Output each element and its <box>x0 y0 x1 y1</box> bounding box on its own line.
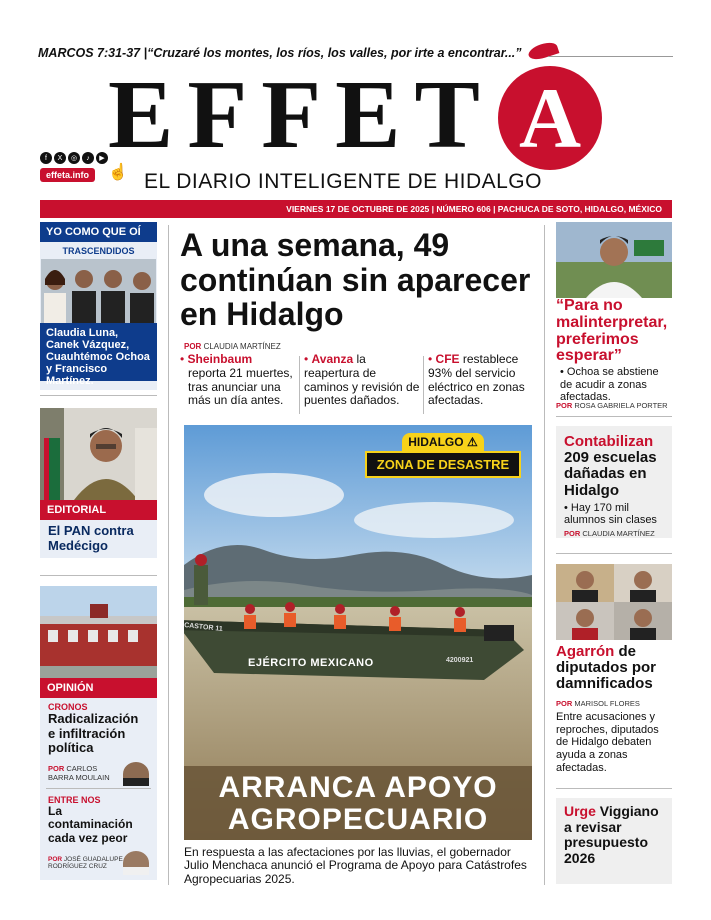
schools-red-word: Contabilizan <box>564 433 654 450</box>
columnist-avatar <box>123 851 149 875</box>
divider <box>556 416 672 417</box>
opinion-byline: POR JOSÉ GUADALUPE RODRÍGUEZ CRUZ <box>48 855 123 870</box>
verse-line <box>38 46 522 60</box>
photo-headline: ARRANCA APOYO AGROPECUARIO <box>184 766 532 840</box>
flood-boat-photo[interactable] <box>184 425 532 840</box>
opinion-item[interactable] <box>40 791 157 875</box>
divider <box>40 395 157 396</box>
brief-text: la reapertura de caminos y revisión de puentes dañados. <box>304 352 420 408</box>
opinion-item[interactable] <box>40 698 157 786</box>
opinion-label: OPINIÓN <box>40 678 157 698</box>
schools-byline: POR CLAUDIA MARTÍNEZ <box>564 529 655 539</box>
lead-paragraph: En respuesta a las afectaciones por las lluvias, el gobernador Julio Menchaca anunció el Programa de Apoyo para Catástrofes Agropecuarias 2025. <box>184 845 527 886</box>
editorial-headline: El PAN contra Medécigo <box>48 523 134 553</box>
masthead-accent-circle <box>498 66 602 170</box>
deputies-collage-photo[interactable] <box>556 564 672 640</box>
brief-text: restablece 93% del servicio eléctrico en zonas afectadas. <box>428 352 525 408</box>
disaster-badge <box>365 433 521 478</box>
deputies-headline[interactable]: Agarrón de diputados por damnificados <box>556 643 656 693</box>
brief-bullet: • <box>304 352 309 366</box>
editorial-photo <box>40 408 157 500</box>
brief-bullet: • <box>428 352 433 366</box>
schools-bullet: • Hay 170 mil alumnos sin clases <box>564 501 657 527</box>
dateline-bar: VIERNES 17 DE OCTUBRE DE 2025 | NÚMERO 606 | PACHUCA DE SOTO, HIDALGO, MÉXICO <box>40 200 672 218</box>
divider <box>46 788 151 789</box>
opinion-headline: Radicalización e infiltración política <box>48 711 139 756</box>
warning-icon: ⚠ <box>466 435 478 449</box>
deputies-byline: POR MARISOL FLORES <box>556 699 640 708</box>
badge-bottom: ZONA DE DESASTRE <box>365 451 521 478</box>
site-link[interactable]: effeta.info <box>40 168 95 182</box>
opinion-section: CRONOS <box>48 702 88 712</box>
header-rule <box>548 56 673 57</box>
schools-box[interactable] <box>556 426 672 538</box>
boat-label: EJÉRCITO MEXICANO <box>248 657 374 669</box>
main-byline: POR CLAUDIA MARTÍNEZ <box>184 342 281 351</box>
opinion-headline: La contaminación cada vez peor <box>48 803 133 845</box>
brief-rule <box>299 356 300 414</box>
divider <box>40 575 157 576</box>
viggiano-headline: Viggiano a revisar presupuesto 2026 <box>564 803 659 867</box>
ochoa-photo[interactable] <box>556 222 672 298</box>
editorial-box[interactable] <box>40 408 157 558</box>
four-portraits-photo <box>41 259 156 323</box>
column-title: YO COMO QUE OÍ <box>40 222 157 242</box>
brief-bullet: • <box>180 352 185 366</box>
brief-item[interactable]: • Sheinbaum reporta 21 muertes, tras anunciar una más un día antes. <box>180 353 297 408</box>
pointer-hand-icon: ☝ <box>108 164 128 181</box>
masthead-letters: EFFET <box>108 61 494 169</box>
verse-reference: MARCOS 7:31-37 <box>38 46 141 60</box>
instagram-icon[interactable]: ◎ <box>68 152 80 164</box>
schools-headline: 209 escuelas dañadas en Hidalgo <box>564 449 657 499</box>
masthead-accent-letter: A <box>518 70 582 166</box>
tagline: EL DIARIO INTELIGENTE DE HIDALGO <box>144 170 542 193</box>
youtube-icon[interactable]: ▶ <box>96 152 108 164</box>
opinion-byline: POR CARLOS BARRA MOULAIN <box>48 764 110 782</box>
x-icon[interactable]: X <box>54 152 66 164</box>
brief-item[interactable]: • Avanza la reapertura de caminos y revisión de puentes dañados. <box>304 352 420 408</box>
boat-name: CASTOR 11 <box>184 621 224 634</box>
ochoa-bullet: • Ochoa se abstiene de acudir a zonas afectadas. <box>560 366 659 404</box>
brief-text: reporta 21 muertes, tras anunciar una más un día antes. <box>188 365 293 408</box>
column-subtitle: TRASCENDIDOS <box>62 246 135 256</box>
trascendidos-names: Claudia Luna, Canek Vázquez, Cuauhtémoc Ochoa y Francisco Martínez. <box>40 323 157 381</box>
social-icons <box>40 152 108 164</box>
viggiano-box[interactable] <box>556 798 672 884</box>
brief-rule <box>423 356 424 414</box>
badge-top: HIDALGO ⚠ <box>402 433 483 451</box>
accent-mark-icon <box>527 40 560 63</box>
column-rule <box>168 225 169 885</box>
opinion-section: ENTRE NOS <box>48 794 101 805</box>
divider <box>556 788 672 789</box>
masthead-logo[interactable] <box>108 61 494 169</box>
boat-number: 4200921 <box>446 657 474 664</box>
tiktok-icon[interactable]: ♪ <box>82 152 94 164</box>
column-rule <box>544 225 545 885</box>
brief-item[interactable]: • CFE restablece 93% del servicio eléctrico en zonas afectadas. <box>428 352 525 408</box>
facebook-icon[interactable]: f <box>40 152 52 164</box>
columnist-avatar <box>123 762 149 786</box>
ochoa-quote[interactable]: “Para no malinterpretar, preferimos esperar” <box>556 297 668 365</box>
ochoa-byline: POR ROSA GABRIELA PORTER <box>556 401 668 410</box>
opinion-box[interactable] <box>40 586 157 880</box>
divider <box>556 553 672 554</box>
main-headline[interactable]: A una semana, 49 continúan sin aparecer en Hidalgo <box>180 227 531 333</box>
deputies-text: Entre acusaciones y reproches, diputados de Hidalgo debaten ayuda a zonas afectadas. <box>556 711 659 774</box>
editorial-label: EDITORIAL <box>40 500 157 520</box>
viggiano-red-word: Urge <box>564 803 596 819</box>
trascendidos-box[interactable] <box>40 222 157 390</box>
verse-text: |“Cruzaré los montes, los ríos, los valles, por irte a encontrar...” <box>143 46 522 60</box>
building-photo <box>40 586 157 678</box>
